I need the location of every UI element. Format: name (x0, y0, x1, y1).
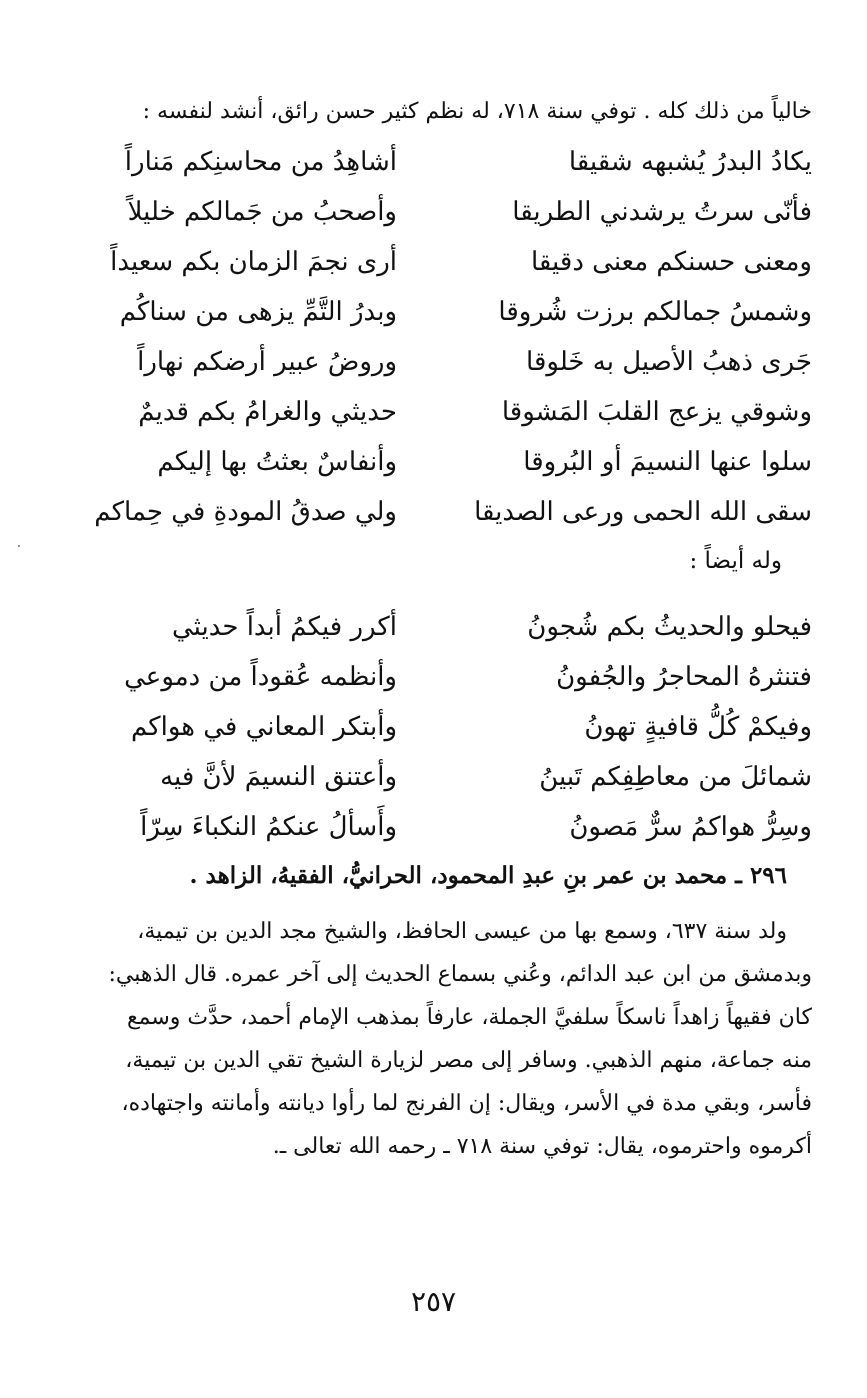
verse-second-hemistich: سقى الله الحمى ورعى الصديقا (474, 497, 812, 527)
verse-second-hemistich: وفيكمْ كُلُّ قافيةٍ تهونُ (584, 712, 812, 742)
bio-line: وبدمشق من ابن عبد الدائم، وعُني بسماع الحديث إلى آخر عمره. قال الذهبي: (108, 962, 812, 987)
verse-second-hemistich: فأنّى سرتُ يرشدني الطريقا (512, 197, 812, 227)
verse-first-hemistich: حديثي والغرامُ بكم قديمٌ (138, 397, 397, 427)
bio-line: ولد سنة ٦٣٧، وسمع بها من عيسى الحافظ، والشيخ مجد الدين بن تيمية، (137, 919, 787, 944)
verse-first-hemistich: وأنظمه عُقوداً من دموعي (124, 662, 397, 692)
bio-line: أكرموه واحترموه، يقال: توفي سنة ٧١٨ ـ رحمه الله تعالى ـ. (272, 1134, 812, 1159)
verse-first-hemistich: وأَسألُ عنكمُ النكباءَ سِرّاً (140, 812, 397, 842)
verse-first-hemistich: أكرر فيكمُ أبداً حديثي (171, 612, 397, 642)
verse-second-hemistich: فتنثرهُ المحاجرُ والجُفونُ (556, 662, 812, 692)
bio-line: منه جماعة، منهم الذهبي. وسافر إلى مصر لزيارة الشيخ تقي الدين بن تيمية، (125, 1048, 812, 1073)
verse-second-hemistich: سلوا عنها النسيمَ أو البُروقا (523, 447, 812, 477)
verse-second-hemistich: ومعنى حسنكم معنى دقيقا (530, 247, 812, 277)
also-label: وله أيضاً : (689, 548, 782, 574)
verse-first-hemistich: وأبتكر المعاني في هواكم (130, 712, 397, 742)
verse-first-hemistich: وبدرُ التَّمِّ يزهى من سناكُم (119, 297, 397, 327)
verse-first-hemistich: أشاهِدُ من محاسنِكم مَناراً (124, 147, 397, 177)
verse-first-hemistich: ولي صدقُ المودةِ في حِماكم (94, 497, 397, 527)
page-number: ٢٥٧ (410, 1285, 457, 1318)
bio-line: فأسر، وبقي مدة في الأسر، ويقال: إن الفرنج لما رأوا ديانته وأمانته واجتهاده، (121, 1091, 812, 1116)
verse-first-hemistich: وروضُ عبير أرضكم نهاراً (137, 347, 397, 377)
verse-second-hemistich: جَرى ذهبُ الأصيل به خَلوقا (526, 347, 812, 377)
entry-heading: ٢٩٦ ـ محمد بن عمر بنِ عبدِ المحمود، الحرانيُّ، الفقيهُ، الزاهد . (189, 862, 787, 889)
verse-second-hemistich: شمائلَ من معاطِفِكم تَبينُ (539, 762, 812, 792)
intro-line: خالياً من ذلك كله . توفي سنة ٧١٨، له نظم كثير حسن رائق، أنشد لنفسه : (142, 99, 812, 124)
verse-second-hemistich: فيحلو والحديثُ بكم شُجونُ (527, 612, 812, 642)
margin-mark (18, 545, 20, 547)
verse-second-hemistich: وشوقي يزعج القلبَ المَشوقا (501, 397, 812, 427)
bio-line: كان فقيهاً زاهداً ناسكاً سلفيَّ الجملة، عارفاً بمذهب الإمام أحمد، حدَّث وسمع (126, 1005, 812, 1030)
verse-first-hemistich: أرى نجمَ الزمان بكم سعيداً (110, 247, 397, 277)
verse-first-hemistich: وأعتنق النسيمَ لأنَّ فيه (160, 762, 397, 792)
verse-second-hemistich: يكادُ البدرُ يُشبهه شقيقا (568, 147, 812, 177)
verse-first-hemistich: وأنفاسٌ بعثتُ بها إليكم (157, 447, 397, 477)
verse-second-hemistich: وسِرُّ هواكمُ سرٌّ مَصونُ (569, 812, 812, 842)
verse-first-hemistich: وأصحبُ من جَمالكم خليلاً (127, 197, 397, 227)
verse-second-hemistich: وشمسُ جمالكم برزت شُروقا (498, 297, 812, 327)
